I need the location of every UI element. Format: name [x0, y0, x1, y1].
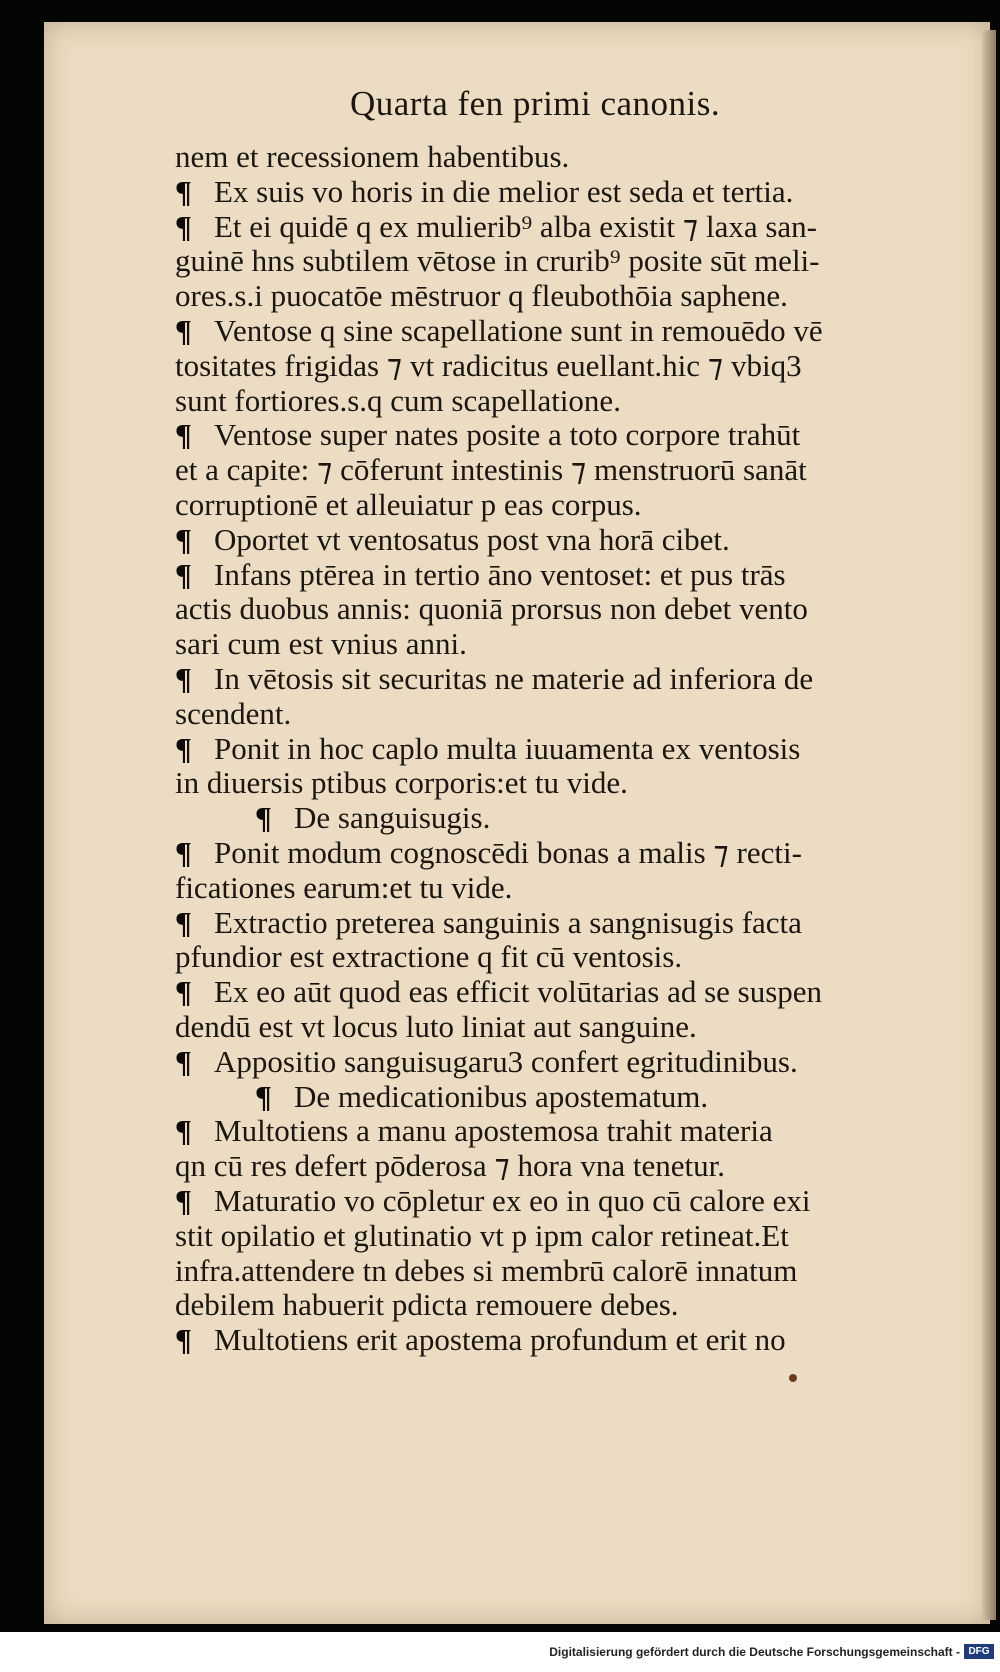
text-line: [175, 244, 935, 279]
pilcrow-icon: ¶: [175, 521, 192, 557]
line-text: in diuersis ptibus corporis:et tu vide.: [175, 765, 628, 801]
text-line: [175, 940, 935, 975]
text-line: [175, 766, 935, 801]
text-line: [175, 418, 935, 453]
text-line: [175, 1010, 935, 1045]
pilcrow-icon: ¶: [175, 1182, 192, 1218]
pilcrow-icon: ¶: [175, 730, 192, 766]
text-line: [175, 871, 935, 906]
pilcrow-icon: ¶: [175, 1113, 192, 1149]
pilcrow-icon: ¶: [175, 1043, 192, 1079]
line-text: ores.s.i puocatōe mēstruor q fleubothōia saphene.: [175, 278, 788, 314]
line-text: De sanguisugis.: [294, 800, 491, 836]
line-text: pfundior est extractione q fit cū ventosis.: [175, 939, 683, 975]
line-text: Ventose q sine scapellatione sunt in remouēdo vē: [214, 312, 823, 348]
line-text: Ex suis vo horis in die melior est seda et tertia.: [214, 173, 794, 209]
text-line: [175, 140, 935, 175]
line-text: guinē hns subtilem vētose in crurib⁹ posite sūt meli-: [175, 243, 820, 279]
line-text: tositates frigidas ⁊ vt radicitus euellant.hic ⁊ vbiq3: [175, 347, 802, 383]
footer-bar: [0, 1632, 1000, 1672]
line-text: corruptionē et alleuiatur p eas corpus.: [175, 486, 642, 522]
pilcrow-icon: ¶: [175, 834, 192, 870]
ink-spot: [789, 1374, 797, 1382]
text-line: [175, 349, 935, 384]
line-text: Ponit in hoc caplo multa iuuamenta ex ventosis: [214, 730, 801, 766]
pilcrow-icon: ¶: [175, 904, 192, 940]
line-text: Multotiens a manu apostemosa trahit materia: [214, 1113, 773, 1149]
line-text: Ventose super nates posite a toto corpore trahūt: [214, 417, 801, 453]
text-line: [175, 801, 935, 836]
text-line: [175, 453, 935, 488]
pilcrow-icon: ¶: [175, 660, 192, 696]
text-line: [175, 1184, 935, 1219]
line-text: ficationes earum:et tu vide.: [175, 869, 513, 905]
pilcrow-icon: ¶: [175, 417, 192, 453]
line-text: sunt fortiores.s.q cum scapellatione.: [175, 382, 621, 418]
line-text: Maturatio vo cōpletur ex eo in quo cū calore exi: [214, 1182, 811, 1218]
line-text: stit opilatio et glutinatio vt p ipm calor retineat.Et: [175, 1217, 789, 1253]
line-text: Ponit modum cognoscēdi bonas a malis ⁊ recti-: [214, 834, 802, 870]
line-text: nem et recessionem habentibus.: [175, 139, 570, 174]
text-line: [175, 1219, 935, 1254]
text-line: [175, 975, 935, 1010]
line-text: sari cum est vnius anni.: [175, 626, 467, 662]
text-line: [175, 175, 935, 210]
text-line: [175, 697, 935, 732]
text-line: [175, 732, 935, 767]
text-line: [175, 558, 935, 593]
line-text: Appositio sanguisugaru3 confert egritudinibus.: [214, 1043, 798, 1079]
pilcrow-icon: ¶: [175, 1322, 192, 1358]
text-line: [175, 488, 935, 523]
text-line: [175, 1288, 935, 1323]
text-line: [175, 662, 935, 697]
text-line: [175, 210, 935, 245]
text-line: [175, 906, 935, 941]
pilcrow-icon: ¶: [175, 208, 192, 244]
pilcrow-icon: ¶: [175, 974, 192, 1010]
line-text: De medicationibus apostematum.: [294, 1078, 709, 1114]
text-line: [175, 1254, 935, 1289]
line-text: In vētosis sit securitas ne materie ad inferiora de: [214, 660, 814, 696]
line-text: Ex eo aūt quod eas efficit volūtarias ad se suspen: [214, 974, 823, 1010]
text-line: [175, 1045, 935, 1080]
page-edge: [982, 30, 996, 1620]
line-text: Infans ptērea in tertio āno ventoset: et pus trās: [214, 556, 786, 592]
page-heading: Quarta fen primi canonis.: [350, 84, 721, 123]
line-text: Oportet vt ventosatus post vna horā cibet.: [214, 521, 730, 557]
text-line: [175, 523, 935, 558]
text-line: [175, 836, 935, 871]
pilcrow-icon: ¶: [175, 556, 192, 592]
text-line: [175, 1323, 935, 1358]
line-text: actis duobus annis: quoniā prorsus non debet vento: [175, 591, 808, 627]
body-text: [175, 140, 935, 1358]
pilcrow-icon: ¶: [175, 312, 192, 348]
line-text: scendent.: [175, 695, 292, 731]
text-line: [175, 1080, 935, 1115]
text-line: [175, 314, 935, 349]
line-text: infra.attendere tn debes si membrū calorē innatum: [175, 1252, 798, 1288]
line-text: dendū est vt locus luto liniat aut sanguine.: [175, 1008, 697, 1044]
text-line: [175, 384, 935, 419]
line-text: Multotiens erit apostema profundum et erit no: [214, 1322, 786, 1358]
text-line: [175, 279, 935, 314]
line-text: Extractio preterea sanguinis a sangnisugis facta: [214, 904, 802, 940]
digitization-credit: Digitalisierung gefördert durch die Deutsche Forschungsgemeinschaft -: [549, 1645, 960, 1659]
text-line: [175, 1114, 935, 1149]
text-line: [175, 1149, 935, 1184]
dfg-logo: DFG: [964, 1644, 994, 1659]
text-line: [175, 627, 935, 662]
line-text: debilem habuerit pdicta remouere debes.: [175, 1287, 679, 1323]
line-text: et a capite: ⁊ cōferunt intestinis ⁊ menstruorū sanāt: [175, 452, 807, 488]
line-text: Et ei quidē q ex mulierib⁹ alba existit ⁊ laxa san-: [214, 208, 817, 244]
line-text: qn cū res defert pōderosa ⁊ hora vna tenetur.: [175, 1148, 725, 1184]
pilcrow-icon: ¶: [175, 173, 192, 209]
text-line: [175, 592, 935, 627]
pilcrow-icon: ¶: [255, 800, 272, 836]
pilcrow-icon: ¶: [255, 1078, 272, 1114]
